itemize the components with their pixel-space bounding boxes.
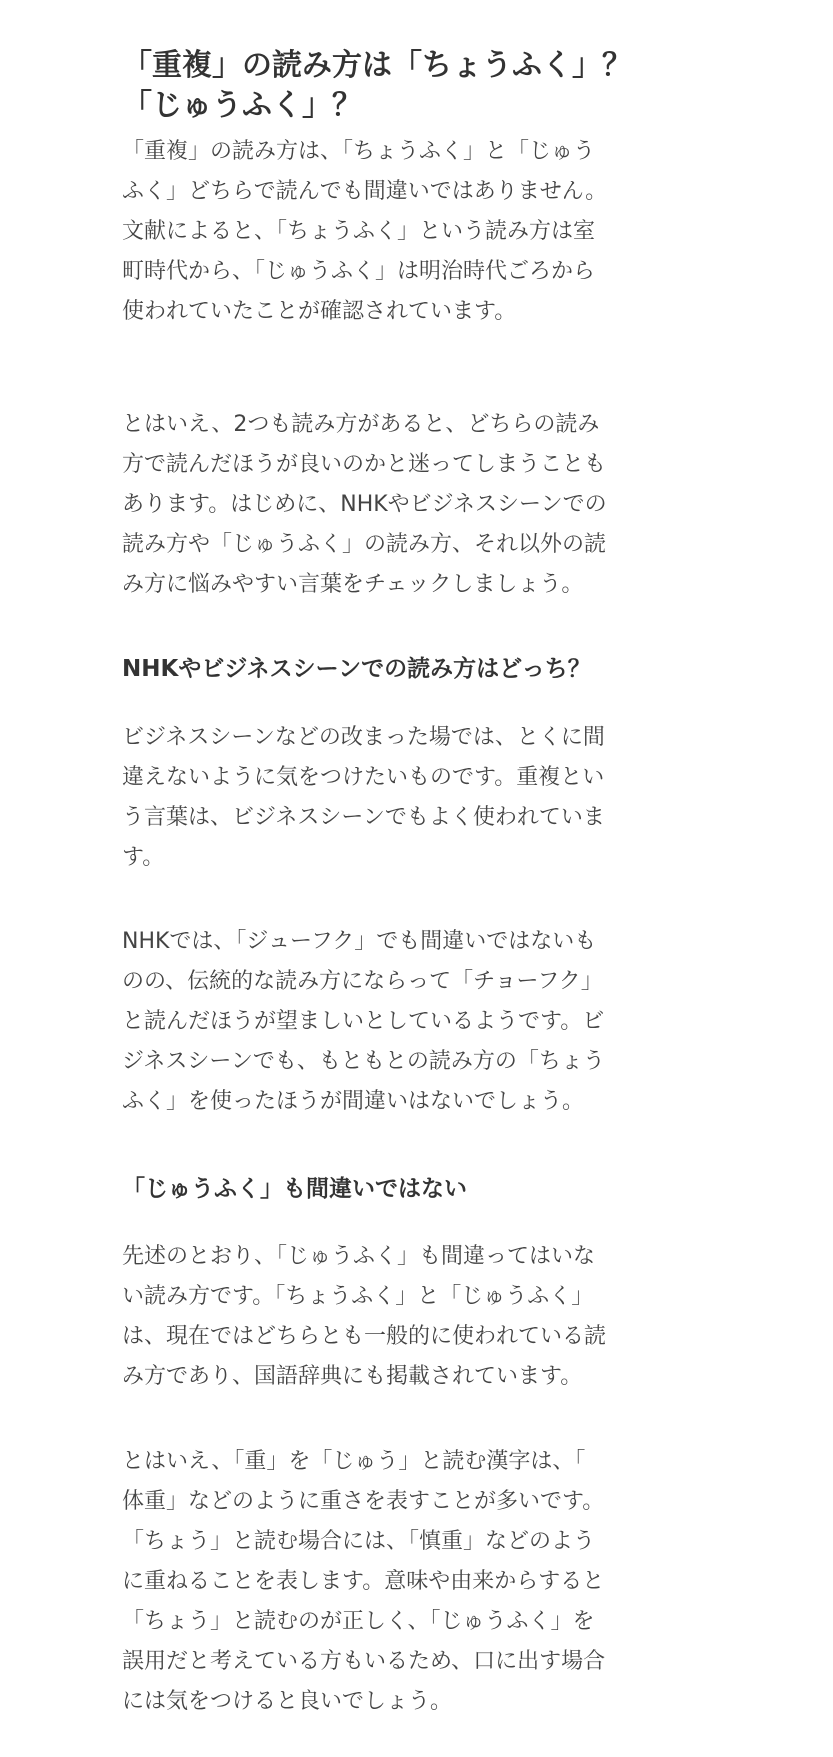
article-title-line2: 「じゅうふく」？	[122, 88, 362, 123]
article-title	[122, 46, 722, 126]
section2-paragraph-2	[122, 1442, 698, 1722]
text-line: ジネスシーンでも、もともとの読み方の「ちょう	[122, 1049, 605, 1074]
text-line: ビジネスシーンなどの改まった場では、とくに間	[122, 725, 605, 750]
text-line: 先述のとおり、「じゅうふく」も間違ってはいな	[122, 1244, 596, 1269]
section-heading-nhk: NHKやビジネスシーンでの読み方はどっち？	[122, 656, 591, 682]
text-line: 違えないように気をつけたいものです。重複とい	[122, 765, 605, 790]
text-line: 体重」などのように重さを表すことが多いです。	[122, 1489, 605, 1514]
intro-paragraph-1	[122, 132, 698, 332]
section1-paragraph-2	[122, 922, 698, 1122]
text-line: い読み方です。「ちょうふく」と「じゅうふく」	[122, 1284, 594, 1309]
text-line: NHKでは、「ジューフク」でも間違いではないも	[122, 929, 597, 954]
text-line: あります。はじめに、NHKやビジネスシーンでの	[122, 492, 607, 517]
section2-paragraph-1	[122, 1237, 698, 1397]
text-line: に重ねることを表します。意味や由来からすると	[122, 1569, 605, 1594]
text-line: す。	[122, 845, 165, 870]
text-line: 誤用だと考えている方もいるため、口に出す場合	[122, 1649, 606, 1674]
text-line: 町時代から、「じゅうふく」は明治時代ごろから	[122, 259, 596, 284]
text-line: 読み方や「じゅうふく」の読み方、それ以外の読	[122, 532, 607, 557]
text-line: 使われていたことが確認されています。	[122, 299, 517, 324]
text-line: とはいえ、2つも読み方があると、どちらの読み	[122, 412, 600, 437]
section-heading-juufuku: 「じゅうふく」も間違いではない	[122, 1176, 467, 1202]
text-line: は、現在ではどちらとも一般的に使われている読	[122, 1324, 607, 1349]
text-line: には気をつけると良いでしょう。	[122, 1689, 453, 1714]
text-line: ふく」どちらで読んでも間違いではありません。	[122, 179, 608, 204]
section1-paragraph-1	[122, 718, 698, 878]
text-line: 文献によると、「ちょうふく」という読み方は室	[122, 219, 596, 244]
text-line: 方で読んだほうが良いのかと迷ってしまうことも	[122, 452, 607, 477]
text-line: と読んだほうが望ましいとしているようです。ビ	[122, 1009, 605, 1034]
text-line: う言葉は、ビジネスシーンでもよく使われていま	[122, 805, 605, 830]
text-line: み方であり、国語辞典にも掲載されています。	[122, 1364, 583, 1389]
text-line: ふく」を使ったほうが間違いはないでしょう。	[122, 1089, 585, 1114]
text-line: のの、伝統的な読み方にならって「チョーフク」	[122, 969, 603, 994]
text-line: 「ちょう」と読むのが正しく、「じゅうふく」を	[122, 1609, 595, 1634]
text-line: 「重複」の読み方は、「ちょうふく」と「じゅう	[122, 139, 596, 164]
intro-paragraph-2	[122, 405, 698, 605]
article-title-line1: 「重複」の読み方は「ちょうふく」？	[122, 48, 632, 83]
text-line: み方に悩みやすい言葉をチェックしましょう。	[122, 572, 584, 597]
text-line: とはいえ、「重」を「じゅう」と読む漢字は、「	[122, 1449, 586, 1474]
text-line: 「ちょう」と読む場合には、「慎重」などのよう	[122, 1529, 596, 1554]
